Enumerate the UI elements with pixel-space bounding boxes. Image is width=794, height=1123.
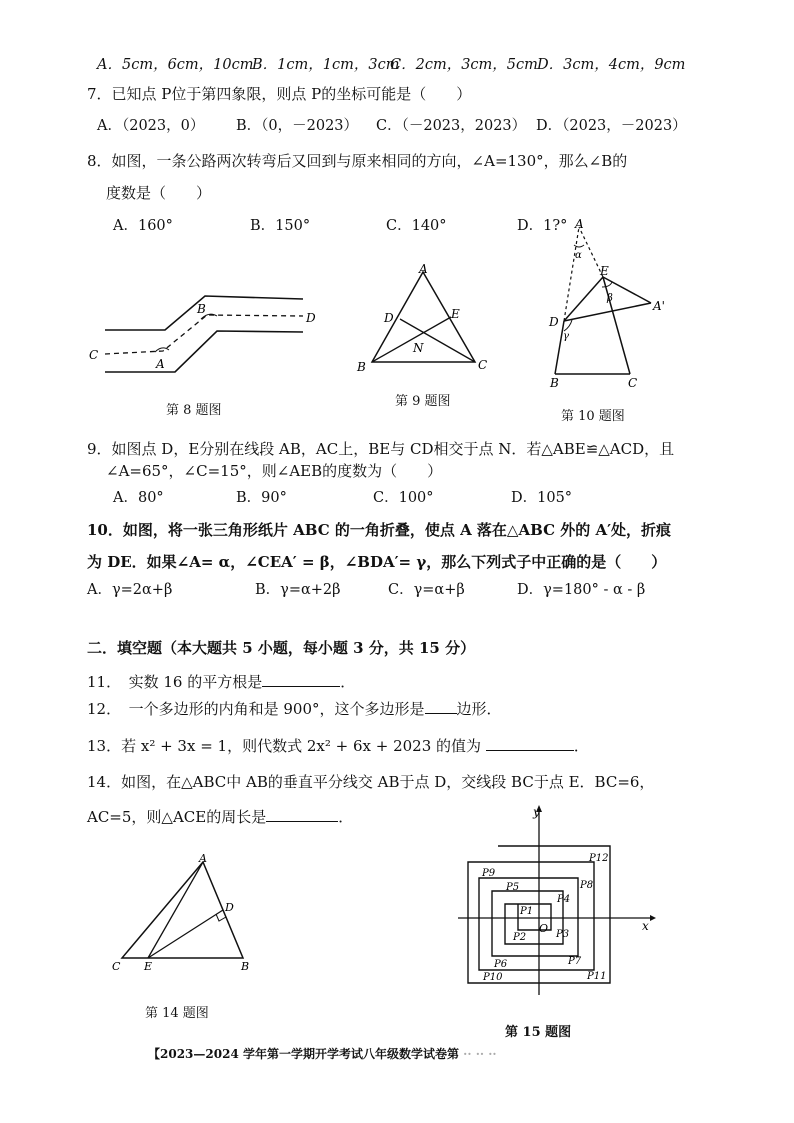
figure-9-triangle-diagram: [350, 262, 500, 377]
q7-option-b: B．（0，－2023）: [236, 118, 359, 134]
section-2-heading: 二．填空题（本大题共 5 小题，每小题 3 分，共 15 分）: [87, 639, 476, 657]
fig14-label-a: A: [199, 852, 207, 865]
q9-stem-line1: 9．如图点 D，E分别在线段 AB，AC上，BE与 CD相交于点 N．若△ABE≌△ACD，且: [87, 440, 675, 458]
q10-option-a: A．γ=2α+β: [87, 582, 173, 598]
fig10-label-alpha: α: [575, 250, 582, 261]
figure-9-caption: 第 9 题图: [395, 394, 451, 409]
q7-option-a: A．（2023，0）: [97, 118, 205, 134]
q13: [87, 736, 589, 755]
fig10-label-gamma: γ: [563, 331, 569, 342]
q11-answer-blank[interactable]: [262, 672, 340, 687]
fig15-origin: O: [539, 922, 549, 935]
q7-option-c: C．（－2023，2023）: [376, 118, 527, 134]
fig10-label-c: C: [628, 376, 638, 390]
q10-option-b: B．γ=α+2β: [255, 582, 341, 598]
q9-option-a: A．80°: [113, 490, 164, 506]
q8-option-d: D．1?°: [517, 218, 568, 234]
q13-text: 13．若 x² + 3x = 1，则代数式 2x² + 6x + 2023 的值为: [87, 737, 482, 755]
fig15-p5: P5: [506, 882, 520, 893]
fig10-label-a: A: [575, 217, 584, 231]
figure-10-fold-diagram: [540, 215, 680, 395]
q12: [87, 699, 502, 718]
footer-main: 【2023—2024 学年第一学期开学考试八年级数学试卷第: [148, 1047, 459, 1061]
fig15-axis-y: y: [533, 805, 540, 819]
q9-option-c: C．100°: [373, 490, 434, 506]
figure-8-road-diagram: [85, 285, 325, 385]
q10-stem-line2: 为 DE．如果∠A= α，∠CEA′ = β，∠BDA′= γ，那么下列式子中正确的是（ ）: [87, 553, 667, 571]
fig14-label-d: D: [225, 901, 234, 914]
q10-stem-line1: 10．如图，将一张三角形纸片 ABC 的一角折叠，使点 A 落在△ABC 外的 A′处，折痕: [87, 521, 672, 539]
q10-option-c: C．γ=α+β: [388, 582, 465, 598]
fig9-label-n: N: [413, 341, 424, 355]
q7-stem: 7．已知点 P位于第四象限，则点 P的坐标可能是（ ）: [87, 85, 472, 103]
fig14-label-e: E: [144, 960, 153, 973]
fig15-p4: P4: [557, 894, 571, 905]
q9-option-d: D．105°: [511, 490, 573, 506]
figure-14-caption: 第 14 题图: [145, 1006, 209, 1021]
q11-end: ．: [340, 673, 356, 691]
fig10-label-b: B: [550, 376, 559, 390]
q6-option-d: D．3cm，4cm，9cm: [537, 57, 686, 73]
q14-text: AC=5，则△ACE的周长是: [87, 808, 267, 826]
fig14-label-c: C: [112, 960, 121, 973]
fig9-label-d: D: [384, 311, 394, 325]
fig14-label-b: B: [241, 960, 250, 973]
q14-end: ．: [338, 808, 354, 826]
fig8-label-a: A: [156, 357, 165, 371]
q7-option-d: D．（2023，－2023）: [536, 118, 687, 134]
footer-tail: ·· ·· ··: [463, 1047, 497, 1061]
fig10-label-e: E: [600, 264, 609, 278]
fig8-label-b: B: [197, 302, 206, 316]
q8-option-a: A．160°: [113, 218, 173, 234]
fig15-p3: P3: [556, 929, 570, 940]
fig15-p8: P8: [580, 880, 594, 891]
q8-stem-line2: 度数是（ ）: [106, 184, 212, 202]
fig9-label-a: A: [419, 262, 428, 276]
figure-15-caption: 第 15 题图: [505, 1025, 572, 1040]
fig15-p7: P7: [568, 956, 582, 967]
q12-answer-blank[interactable]: [425, 699, 457, 714]
q14-stem-line2: [87, 807, 353, 826]
q6-option-a: A．5cm，6cm，10cm: [97, 57, 254, 73]
figure-15-spiral-coordinate-diagram: [450, 798, 660, 1003]
fig15-p11: P11: [587, 971, 607, 982]
q6-option-b: B．1cm，1cm，3cm: [252, 57, 400, 73]
fig15-p2: P2: [513, 932, 527, 943]
q6-option-c: C．2cm，3cm，5cm: [390, 57, 538, 73]
q12-text: 12． 一个多边形的内角和是 900°，这个多边形是: [87, 700, 425, 718]
fig15-p6: P6: [494, 959, 508, 970]
fig9-label-e: E: [451, 307, 460, 321]
q8-option-c: C．140°: [386, 218, 447, 234]
fig10-label-beta: β: [607, 293, 613, 304]
q13-answer-blank[interactable]: [486, 736, 574, 751]
q8-stem-line1: 8．如图，一条公路两次转弯后又回到与原来相同的方向，∠A=130°，那么∠B的: [87, 152, 628, 170]
q8-option-b: B．150°: [250, 218, 311, 234]
fig15-p12: P12: [589, 853, 609, 864]
fig15-p1: P1: [520, 906, 534, 917]
fig15-axis-x: x: [642, 919, 649, 933]
fig9-label-b: B: [357, 360, 366, 374]
q10-option-d: D．γ=180° - α - β: [517, 582, 646, 598]
q9-stem-line2: ∠A=65°，∠C=15°，则∠AEB的度数为（ ）: [106, 462, 443, 480]
q12-end: 边形．: [456, 700, 502, 718]
fig10-label-d: D: [549, 315, 559, 329]
fig10-label-a-prime: A': [653, 299, 665, 313]
fig15-p10: P10: [483, 972, 503, 983]
q11-text: 11． 实数 16 的平方根是: [87, 673, 263, 691]
q14-answer-blank[interactable]: [266, 807, 338, 822]
page-footer: [148, 1045, 497, 1062]
fig15-p9: P9: [482, 868, 496, 879]
figure-10-caption: 第 10 题图: [561, 409, 625, 424]
q13-end: ．: [573, 737, 589, 755]
fig8-label-c: C: [89, 348, 99, 362]
q11: [87, 672, 355, 691]
figure-8-caption: 第 8 题图: [166, 403, 222, 418]
fig9-label-c: C: [478, 358, 488, 372]
fig8-label-d: D: [306, 311, 316, 325]
q14-stem-line1: 14．如图，在△ABC中 AB的垂直平分线交 AB于点 D，交线段 BC于点 E．BC=6，: [87, 773, 655, 791]
q9-option-b: B．90°: [236, 490, 287, 506]
figure-14-triangle-diagram: [108, 850, 268, 980]
